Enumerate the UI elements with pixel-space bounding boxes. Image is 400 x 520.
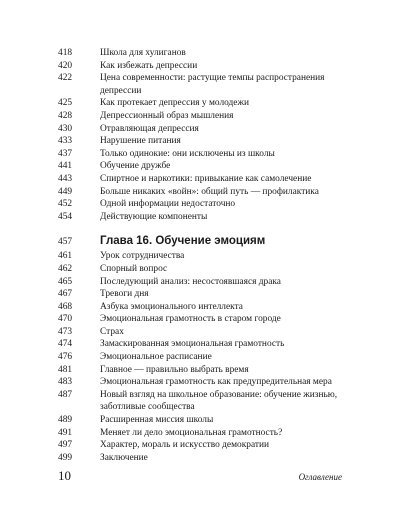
toc-entry-page: 441 [58, 161, 73, 172]
toc-entry-title: Заключение [100, 452, 148, 463]
toc-entry-page: 462 [58, 263, 73, 274]
toc-entry-page: 465 [58, 276, 73, 287]
toc-entry-title: Обучение дружбе [100, 161, 171, 172]
toc-entry [58, 123, 358, 136]
toc-entry-title: Как протекает депрессия у молодежи [100, 98, 249, 109]
chapter-page: 457 [58, 237, 73, 248]
toc-entry [58, 173, 358, 186]
toc-entry-page: 476 [58, 352, 73, 363]
table-of-contents [58, 47, 358, 464]
toc-list-before-chapter [58, 47, 358, 223]
toc-entry-page: 449 [58, 186, 73, 197]
toc-entry-page: 420 [58, 60, 73, 71]
toc-entry-title: Азбука эмоционального интеллекта [100, 301, 243, 312]
toc-entry-title: Страх [100, 326, 124, 337]
toc-entry [58, 160, 358, 173]
toc-entry [58, 276, 358, 289]
toc-entry-page: 422 [58, 73, 73, 84]
toc-entry [58, 414, 358, 427]
toc-entry-title: Больше никаких «войн»: общий путь — профилактика [100, 186, 319, 197]
toc-entry [58, 427, 358, 440]
toc-entry [58, 288, 358, 301]
toc-list-chapter-16 [58, 250, 358, 464]
chapter-title: Глава 16. Обучение эмоциям [100, 235, 266, 248]
toc-entry [58, 351, 358, 364]
toc-entry-page: 430 [58, 123, 73, 134]
toc-entry-title: Расширенная миссия школы [100, 415, 214, 426]
toc-entry-title: Школа для хулиганов [100, 48, 186, 58]
page-footer [58, 468, 342, 484]
toc-entry-title: Цена современности: растущие темпы распространения депрессии [100, 73, 325, 96]
toc-entry-title: Нарушение питания [100, 136, 181, 147]
toc-entry-page: 487 [58, 389, 73, 400]
toc-entry-page: 452 [58, 199, 73, 210]
toc-entry-title: Спиртное и наркотики: привыкание как самолечение [100, 173, 312, 184]
toc-entry [58, 263, 358, 276]
toc-entry-page: 443 [58, 173, 73, 184]
toc-entry [58, 97, 358, 110]
toc-entry [58, 211, 358, 224]
toc-entry [58, 135, 358, 148]
toc-entry-page: 433 [58, 136, 73, 147]
toc-entry-title: Эмоциональное расписание [100, 352, 212, 363]
toc-entry-page: 470 [58, 314, 73, 325]
toc-entry-page: 418 [58, 48, 73, 58]
toc-entry-page: 483 [58, 377, 73, 388]
page-number: 10 [58, 468, 71, 483]
toc-entry-page: 454 [58, 211, 73, 222]
toc-entry-title: Характер, мораль и искусство демократии [100, 440, 269, 451]
toc-entry-page: 474 [58, 339, 73, 350]
toc-entry [58, 364, 358, 377]
toc-entry-title: Эмоциональная грамотность как предупредительная мера [100, 377, 332, 388]
toc-entry-page: 481 [58, 364, 73, 375]
toc-entry-page: 425 [58, 98, 73, 109]
toc-entry [58, 186, 358, 199]
toc-entry-title: Депрессионный образ мышления [100, 110, 234, 121]
toc-entry-title: Как избежать депрессии [100, 60, 198, 71]
toc-entry-title: Меняет ли дело эмоциональная грамотность? [100, 427, 283, 438]
toc-entry-page: 473 [58, 326, 73, 337]
toc-entry [58, 60, 358, 73]
section-title: Оглавление [298, 472, 342, 482]
toc-entry [58, 301, 358, 314]
toc-entry-title: Действующие компоненты [100, 211, 208, 222]
toc-entry-title: Урок сотрудничества [100, 251, 185, 262]
toc-entry-title: Последующий анализ: несостоявшаяся драка [100, 276, 281, 287]
toc-entry-title: Эмоциональная грамотность в старом городе [100, 314, 281, 325]
toc-entry [58, 110, 358, 123]
toc-entry-page: 497 [58, 440, 73, 451]
toc-entry [58, 313, 358, 326]
toc-entry-page: 461 [58, 251, 73, 262]
toc-entry-title: Главное — правильно выбрать время [100, 364, 249, 375]
toc-entry [58, 72, 358, 97]
toc-entry-title: Спорный вопрос [100, 263, 168, 274]
toc-entry-page: 491 [58, 427, 73, 438]
toc-entry [58, 338, 358, 351]
toc-entry-page: 489 [58, 415, 73, 426]
toc-entry [58, 389, 358, 414]
toc-entry [58, 326, 358, 339]
toc-entry-page: 467 [58, 289, 73, 300]
toc-entry-page: 468 [58, 301, 73, 312]
toc-entry [58, 452, 358, 465]
toc-entry [58, 250, 358, 263]
toc-entry-title: Новый взгляд на школьное образование: обучение жизнью, заботливые сообщества [100, 389, 338, 413]
chapter-heading-row [58, 235, 358, 247]
toc-entry-title: Отравляющая депрессия [100, 123, 199, 134]
toc-entry [58, 47, 358, 60]
toc-entry-title: Только одинокие: они исключены из школы [100, 148, 275, 159]
section-gap [58, 223, 358, 235]
toc-entry [58, 198, 358, 211]
toc-entry-title: Замаскированная эмоциональная грамотность [100, 339, 285, 350]
toc-entry [58, 439, 358, 452]
toc-entry-title: Одной информации недостаточно [100, 199, 236, 210]
toc-entry-page: 437 [58, 148, 73, 159]
toc-entry [58, 148, 358, 161]
toc-entry-title: Тревоги дня [100, 289, 149, 300]
toc-entry-page: 499 [58, 452, 73, 463]
toc-entry-page: 428 [58, 110, 73, 121]
toc-entry [58, 376, 358, 389]
